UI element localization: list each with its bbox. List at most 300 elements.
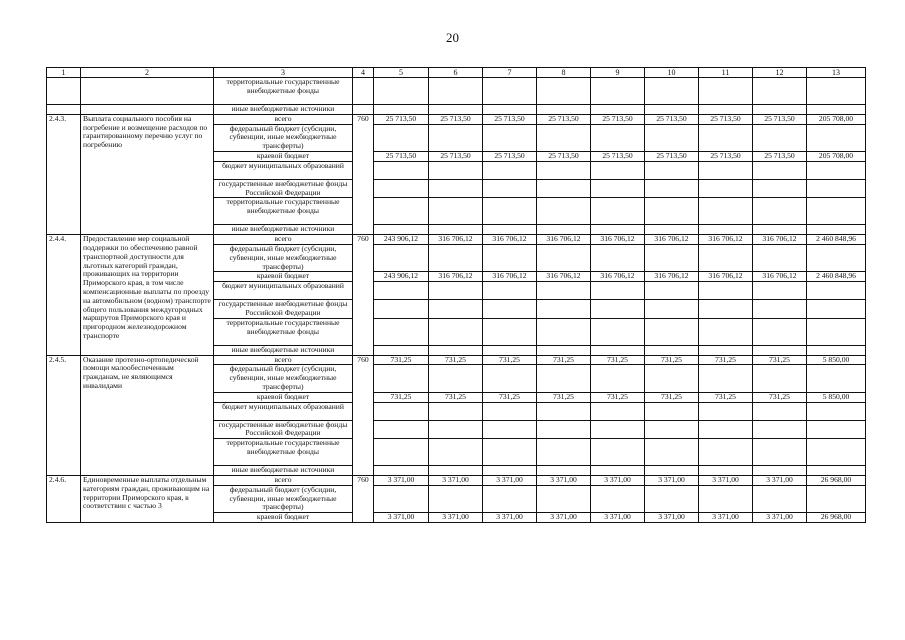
value-cell — [807, 318, 866, 345]
value-cell — [645, 439, 699, 466]
row-name-cell — [81, 105, 214, 115]
value-cell — [645, 365, 699, 392]
row-number-cell: 2.4.5. — [47, 355, 81, 475]
value-cell — [429, 78, 483, 105]
row-name-cell — [81, 78, 214, 105]
value-cell — [537, 485, 591, 512]
value-cell: 316 706,12 — [699, 272, 753, 282]
value-cell: 25 713,50 — [429, 114, 483, 124]
value-cell — [591, 282, 645, 300]
value-cell — [807, 402, 866, 420]
value-cell — [753, 345, 807, 355]
value-cell — [699, 198, 753, 225]
table-row — [47, 114, 866, 124]
value-cell — [699, 318, 753, 345]
value-cell: 731,25 — [429, 392, 483, 402]
value-cell — [591, 300, 645, 319]
column-header: 10 — [645, 68, 699, 78]
value-cell: 3 371,00 — [753, 475, 807, 485]
value-cell — [645, 225, 699, 235]
value-cell — [591, 318, 645, 345]
value-cell — [537, 161, 591, 179]
value-cell — [537, 78, 591, 105]
value-cell — [374, 402, 429, 420]
value-cell — [753, 124, 807, 151]
value-cell — [699, 402, 753, 420]
column-header: 1 — [47, 68, 81, 78]
value-cell: 26 968,00 — [807, 475, 866, 485]
source-cell: бюджет муниципальных образований — [214, 161, 353, 179]
value-cell: 25 713,50 — [374, 114, 429, 124]
value-cell — [591, 161, 645, 179]
value-cell: 316 706,12 — [591, 235, 645, 245]
value-cell — [483, 105, 537, 115]
value-cell — [429, 105, 483, 115]
code-cell: 760 — [353, 235, 374, 355]
value-cell — [483, 225, 537, 235]
value-cell — [483, 244, 537, 271]
value-cell — [753, 225, 807, 235]
value-cell: 316 706,12 — [753, 235, 807, 245]
value-cell — [537, 402, 591, 420]
value-cell — [753, 420, 807, 439]
source-cell: всего — [214, 235, 353, 245]
row-name-cell: Единовременные выплаты отдельным категориям граждан, проживающим на территории Приморского края, в соответствии с частью 3 — [81, 475, 214, 522]
value-cell: 3 371,00 — [429, 475, 483, 485]
value-cell — [807, 345, 866, 355]
value-cell — [374, 124, 429, 151]
value-cell — [537, 439, 591, 466]
value-cell — [753, 318, 807, 345]
value-cell — [374, 105, 429, 115]
source-cell: государственные внебюджетные фонды Российской Федерации — [214, 300, 353, 319]
value-cell — [374, 420, 429, 439]
value-cell: 205 708,00 — [807, 114, 866, 124]
value-cell — [645, 179, 699, 198]
value-cell — [591, 365, 645, 392]
column-header: 2 — [81, 68, 214, 78]
value-cell — [591, 105, 645, 115]
value-cell — [699, 78, 753, 105]
value-cell: 25 713,50 — [374, 151, 429, 161]
value-cell — [429, 318, 483, 345]
value-cell: 731,25 — [645, 392, 699, 402]
value-cell — [537, 345, 591, 355]
value-cell: 25 713,50 — [537, 151, 591, 161]
source-cell: краевой бюджет — [214, 272, 353, 282]
value-cell — [537, 365, 591, 392]
value-cell: 316 706,12 — [645, 272, 699, 282]
value-cell: 316 706,12 — [591, 272, 645, 282]
value-cell — [753, 161, 807, 179]
value-cell — [537, 420, 591, 439]
value-cell — [645, 105, 699, 115]
value-cell — [699, 124, 753, 151]
value-cell: 2 460 848,96 — [807, 235, 866, 245]
value-cell — [483, 466, 537, 476]
header-row — [47, 68, 866, 78]
value-cell — [429, 485, 483, 512]
value-cell: 25 713,50 — [537, 114, 591, 124]
value-cell — [537, 105, 591, 115]
value-cell — [699, 179, 753, 198]
table-row — [47, 355, 866, 365]
value-cell: 316 706,12 — [537, 235, 591, 245]
value-cell — [807, 244, 866, 271]
source-cell: территориальные государственные внебюджетные фонды — [214, 439, 353, 466]
value-cell — [645, 318, 699, 345]
value-cell — [645, 124, 699, 151]
value-cell — [591, 466, 645, 476]
value-cell — [807, 466, 866, 476]
page-number: 20 — [446, 30, 459, 45]
column-header: 3 — [214, 68, 353, 78]
source-cell: бюджет муниципальных образований — [214, 402, 353, 420]
value-cell: 731,25 — [483, 355, 537, 365]
value-cell — [374, 300, 429, 319]
value-cell — [591, 225, 645, 235]
value-cell — [353, 105, 374, 115]
value-cell — [537, 466, 591, 476]
value-cell: 316 706,12 — [753, 272, 807, 282]
value-cell: 731,25 — [483, 392, 537, 402]
value-cell: 25 713,50 — [699, 151, 753, 161]
value-cell: 3 371,00 — [483, 475, 537, 485]
value-cell — [483, 78, 537, 105]
value-cell — [483, 124, 537, 151]
column-header: 6 — [429, 68, 483, 78]
value-cell — [429, 244, 483, 271]
value-cell — [483, 198, 537, 225]
column-header: 13 — [807, 68, 866, 78]
value-cell: 316 706,12 — [537, 272, 591, 282]
source-cell: федеральный бюджет (субсидии, субвенции, иные межбюджетные трансферты) — [214, 124, 353, 151]
value-cell: 26 968,00 — [807, 513, 866, 523]
value-cell — [645, 485, 699, 512]
value-cell — [645, 345, 699, 355]
value-cell — [374, 318, 429, 345]
value-cell — [483, 402, 537, 420]
source-cell: иные внебюджетные источники — [214, 225, 353, 235]
value-cell — [429, 198, 483, 225]
value-cell — [807, 485, 866, 512]
value-cell — [429, 161, 483, 179]
value-cell — [374, 179, 429, 198]
source-cell: территориальные государственные внебюджетные фонды — [214, 318, 353, 345]
value-cell — [483, 365, 537, 392]
value-cell — [429, 466, 483, 476]
value-cell — [537, 225, 591, 235]
value-cell: 3 371,00 — [645, 475, 699, 485]
value-cell: 731,25 — [699, 355, 753, 365]
value-cell: 3 371,00 — [591, 475, 645, 485]
value-cell — [753, 179, 807, 198]
table-row — [47, 475, 866, 485]
value-cell — [807, 161, 866, 179]
value-cell — [807, 179, 866, 198]
source-cell: краевой бюджет — [214, 392, 353, 402]
value-cell — [699, 485, 753, 512]
value-cell: 316 706,12 — [699, 235, 753, 245]
row-number-cell: 2.4.3. — [47, 114, 81, 234]
value-cell — [753, 466, 807, 476]
value-cell: 3 371,00 — [537, 513, 591, 523]
value-cell — [645, 198, 699, 225]
value-cell — [429, 402, 483, 420]
value-cell — [699, 300, 753, 319]
value-cell — [645, 282, 699, 300]
value-cell — [537, 124, 591, 151]
value-cell — [429, 365, 483, 392]
value-cell — [429, 439, 483, 466]
source-cell: федеральный бюджет (субсидии, субвенции, иные межбюджетные трансферты) — [214, 485, 353, 512]
value-cell — [591, 124, 645, 151]
value-cell — [374, 439, 429, 466]
value-cell: 25 713,50 — [645, 114, 699, 124]
value-cell: 3 371,00 — [483, 513, 537, 523]
value-cell: 731,25 — [374, 355, 429, 365]
column-header: 12 — [753, 68, 807, 78]
value-cell — [807, 78, 866, 105]
source-cell: государственные внебюджетные фонды Российской Федерации — [214, 420, 353, 439]
value-cell — [591, 198, 645, 225]
value-cell — [591, 78, 645, 105]
value-cell: 731,25 — [591, 392, 645, 402]
value-cell — [753, 439, 807, 466]
row-number-cell — [47, 78, 81, 105]
value-cell: 3 371,00 — [645, 513, 699, 523]
value-cell — [645, 466, 699, 476]
value-cell — [807, 105, 866, 115]
value-cell — [807, 420, 866, 439]
value-cell — [374, 365, 429, 392]
value-cell — [699, 420, 753, 439]
value-cell — [591, 244, 645, 271]
value-cell: 316 706,12 — [429, 272, 483, 282]
value-cell: 25 713,50 — [753, 151, 807, 161]
value-cell — [807, 439, 866, 466]
column-header: 9 — [591, 68, 645, 78]
value-cell — [483, 439, 537, 466]
value-cell — [807, 300, 866, 319]
value-cell — [699, 345, 753, 355]
column-header: 8 — [537, 68, 591, 78]
value-cell — [591, 439, 645, 466]
value-cell — [753, 78, 807, 105]
value-cell — [591, 485, 645, 512]
value-cell: 731,25 — [753, 392, 807, 402]
source-cell: иные внебюджетные источники — [214, 466, 353, 476]
column-header: 5 — [374, 68, 429, 78]
value-cell — [374, 282, 429, 300]
value-cell — [353, 78, 374, 105]
value-cell — [483, 485, 537, 512]
value-cell — [699, 365, 753, 392]
value-cell — [483, 282, 537, 300]
source-cell: краевой бюджет — [214, 513, 353, 523]
value-cell: 316 706,12 — [483, 272, 537, 282]
value-cell — [645, 420, 699, 439]
source-cell: федеральный бюджет (субсидии, субвенции, иные межбюджетные трансферты) — [214, 244, 353, 271]
value-cell — [374, 244, 429, 271]
value-cell — [429, 300, 483, 319]
value-cell — [807, 225, 866, 235]
row-number-cell: 2.4.6. — [47, 475, 81, 522]
value-cell: 243 906,12 — [374, 235, 429, 245]
value-cell — [645, 402, 699, 420]
row-name-cell: Выплата социального пособия на погребение и возмещение расходов по гарантированному перечню услуг по погребению — [81, 114, 214, 234]
value-cell — [753, 198, 807, 225]
value-cell — [699, 161, 753, 179]
value-cell: 3 371,00 — [374, 513, 429, 523]
value-cell — [429, 420, 483, 439]
value-cell — [645, 78, 699, 105]
source-cell: всего — [214, 475, 353, 485]
value-cell: 5 850,00 — [807, 392, 866, 402]
value-cell — [537, 300, 591, 319]
value-cell: 25 713,50 — [645, 151, 699, 161]
value-cell — [645, 300, 699, 319]
value-cell: 25 713,50 — [483, 151, 537, 161]
value-cell: 243 906,12 — [374, 272, 429, 282]
value-cell — [483, 318, 537, 345]
value-cell — [591, 420, 645, 439]
value-cell: 316 706,12 — [645, 235, 699, 245]
value-cell — [429, 345, 483, 355]
source-cell: государственные внебюджетные фонды Российской Федерации — [214, 179, 353, 198]
value-cell — [807, 198, 866, 225]
value-cell — [591, 179, 645, 198]
value-cell — [753, 485, 807, 512]
value-cell — [753, 300, 807, 319]
value-cell: 3 371,00 — [753, 513, 807, 523]
value-cell: 731,25 — [645, 355, 699, 365]
source-cell: федеральный бюджет (субсидии, субвенции, иные межбюджетные трансферты) — [214, 365, 353, 392]
value-cell — [483, 300, 537, 319]
column-header: 7 — [483, 68, 537, 78]
value-cell — [699, 466, 753, 476]
value-cell — [699, 244, 753, 271]
value-cell — [537, 318, 591, 345]
value-cell — [753, 365, 807, 392]
value-cell: 3 371,00 — [699, 513, 753, 523]
value-cell: 731,25 — [537, 392, 591, 402]
value-cell — [537, 244, 591, 271]
value-cell — [429, 225, 483, 235]
value-cell: 3 371,00 — [699, 475, 753, 485]
source-cell: всего — [214, 355, 353, 365]
column-header: 11 — [699, 68, 753, 78]
value-cell — [699, 439, 753, 466]
value-cell: 25 713,50 — [591, 114, 645, 124]
source-cell: краевой бюджет — [214, 151, 353, 161]
row-name-cell: Предоставление мер социальной поддержки по обеспечению равной транспортной доступности для льготных категорий граждан, проживающих на территории Приморского края, в том числе компенсационные выплаты по проезду на автомобильном (водном) транспорте общего пользования междугородных маршрутов Приморского края и пригородном железнодорожном транспорте — [81, 235, 214, 355]
row-number-cell: 2.4.4. — [47, 235, 81, 355]
value-cell: 3 371,00 — [374, 475, 429, 485]
value-cell — [645, 244, 699, 271]
value-cell — [429, 282, 483, 300]
value-cell: 5 850,00 — [807, 355, 866, 365]
value-cell — [483, 420, 537, 439]
value-cell: 731,25 — [429, 355, 483, 365]
value-cell: 205 708,00 — [807, 151, 866, 161]
value-cell: 731,25 — [591, 355, 645, 365]
value-cell — [374, 466, 429, 476]
value-cell — [483, 161, 537, 179]
value-cell — [483, 179, 537, 198]
value-cell: 25 713,50 — [591, 151, 645, 161]
table-row — [47, 78, 866, 105]
code-cell: 760 — [353, 355, 374, 475]
value-cell — [807, 365, 866, 392]
value-cell: 25 713,50 — [699, 114, 753, 124]
value-cell — [537, 198, 591, 225]
value-cell — [753, 402, 807, 420]
value-cell: 731,25 — [537, 355, 591, 365]
value-cell: 25 713,50 — [429, 151, 483, 161]
value-cell — [483, 345, 537, 355]
value-cell — [429, 179, 483, 198]
row-number-cell — [47, 105, 81, 115]
value-cell: 2 460 848,96 — [807, 272, 866, 282]
value-cell: 731,25 — [699, 392, 753, 402]
value-cell — [807, 124, 866, 151]
value-cell — [374, 198, 429, 225]
value-cell: 3 371,00 — [537, 475, 591, 485]
value-cell — [591, 402, 645, 420]
budget-table — [46, 67, 866, 523]
value-cell — [807, 282, 866, 300]
code-cell: 760 — [353, 475, 374, 522]
value-cell: 25 713,50 — [483, 114, 537, 124]
value-cell — [374, 485, 429, 512]
value-cell — [699, 105, 753, 115]
source-cell: иные внебюджетные источники — [214, 105, 353, 115]
value-cell: 25 713,50 — [753, 114, 807, 124]
value-cell — [374, 345, 429, 355]
value-cell: 731,25 — [753, 355, 807, 365]
source-cell: территориальные государственные внебюджетные фонды — [214, 198, 353, 225]
value-cell — [753, 244, 807, 271]
table-row — [47, 105, 866, 115]
value-cell — [699, 282, 753, 300]
source-cell: иные внебюджетные источники — [214, 345, 353, 355]
value-cell: 3 371,00 — [429, 513, 483, 523]
value-cell — [374, 161, 429, 179]
value-cell — [537, 282, 591, 300]
code-cell: 760 — [353, 114, 374, 234]
value-cell — [537, 179, 591, 198]
column-header: 4 — [353, 68, 374, 78]
value-cell — [645, 161, 699, 179]
table-row — [47, 235, 866, 245]
value-cell: 316 706,12 — [429, 235, 483, 245]
value-cell — [374, 225, 429, 235]
value-cell — [699, 225, 753, 235]
value-cell: 3 371,00 — [591, 513, 645, 523]
value-cell — [753, 282, 807, 300]
source-cell: бюджет муниципальных образований — [214, 282, 353, 300]
source-cell: всего — [214, 114, 353, 124]
value-cell — [374, 78, 429, 105]
value-cell: 316 706,12 — [483, 235, 537, 245]
value-cell — [591, 345, 645, 355]
value-cell — [753, 105, 807, 115]
source-cell: территориальные государственные внебюджетные фонды — [214, 78, 353, 105]
value-cell: 731,25 — [374, 392, 429, 402]
row-name-cell: Оказание протезно-ортопедической помощи малообеспеченным гражданам, не являющимся инвалидами — [81, 355, 214, 475]
value-cell — [429, 124, 483, 151]
